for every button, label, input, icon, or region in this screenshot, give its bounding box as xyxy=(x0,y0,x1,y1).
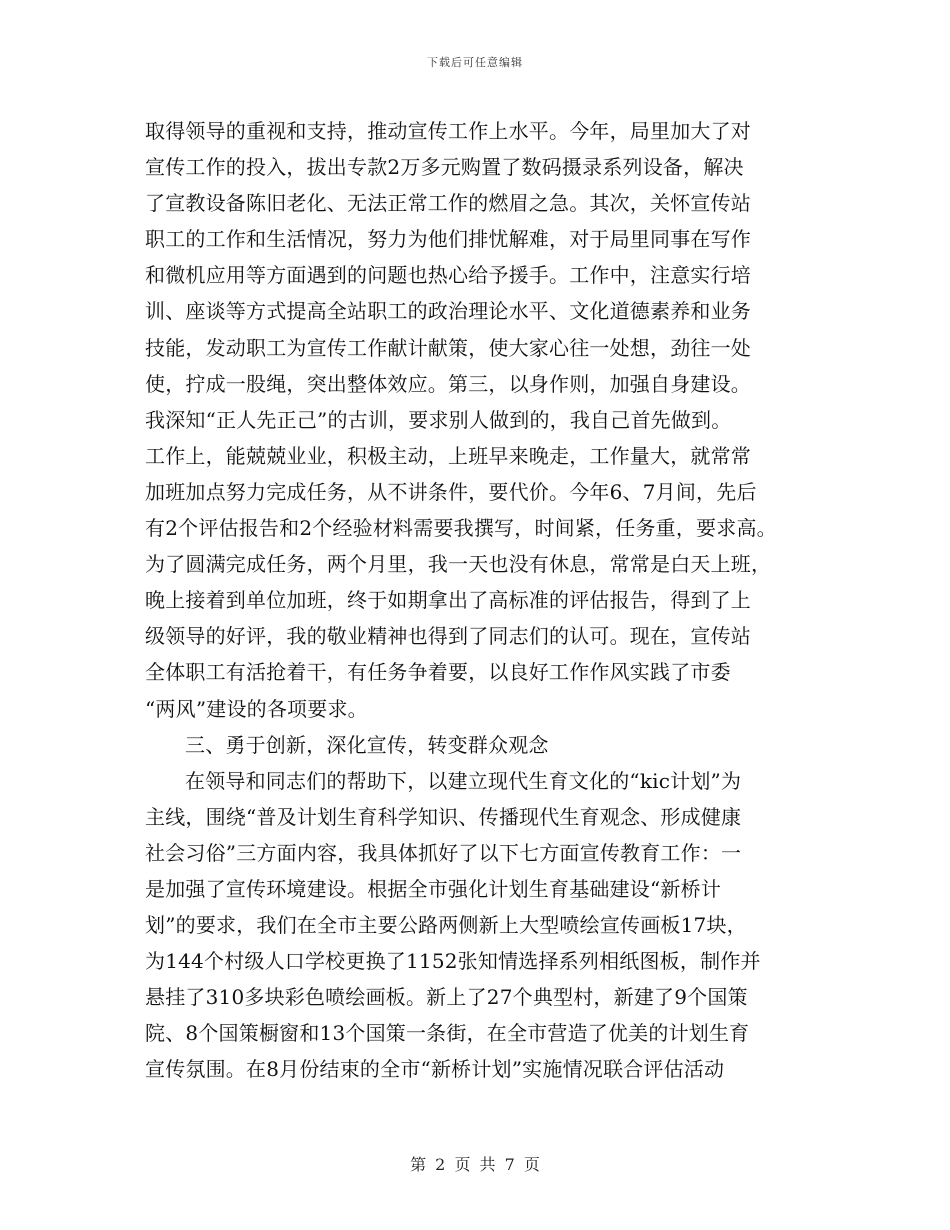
text-line: 划”的要求，我们在全市主要公路两侧新上大型喷绘宣传画板17块， xyxy=(145,913,747,938)
text-line: 社会习俗”三方面内容，我具体抓好了以下七方面宣传教育工作：一 xyxy=(145,840,742,865)
text-line: “两风”建设的各项要求。 xyxy=(145,696,368,721)
text-line: 职工的工作和生活情况，努力为他们排忧解难，对于局里同事在写作 xyxy=(145,227,751,252)
text-line: 在领导和同志们的帮助下，以建立现代生育文化的“kic计划”为 xyxy=(185,768,742,793)
text-line: 全体职工有活抢着干，有任务争着要，以良好工作作风实践了市委 xyxy=(145,660,731,685)
text-line: 有2个评估报告和2个经验材料需要我撰写，时间紧，任务重，要求高。 xyxy=(145,516,777,541)
text-line: 使，拧成一股绳，突出整体效应。第三，以身作则，加强自身建设。 xyxy=(145,371,751,396)
text-line: 主线，围绕“普及计划生育科学知识、传播现代生育观念、形成健康 xyxy=(145,804,742,829)
text-line: 是加强了宣传环境建设。根据全市强化计划生育基础建设“新桥计 xyxy=(145,876,722,901)
text-line: 技能，发动职工为宣传工作献计献策，使大家心往一处想，劲往一处 xyxy=(145,335,751,360)
text-line: 为144个村级人口学校更换了1152张知情选择系列相纸图板，制作并 xyxy=(145,949,761,974)
text-line: 工作上，能兢兢业业，积极主动，上班早来晚走，工作量大，就常常 xyxy=(145,443,751,468)
text-line: 为了圆满完成任务，两个月里，我一天也没有休息，常常是白天上班， xyxy=(145,552,772,577)
text-line: 悬挂了310多块彩色喷绘画板。新上了27个典型村，新建了9个国策 xyxy=(145,985,748,1010)
text-line: 我深知“正人先正己”的古训，要求别人做到的，我自己首先做到。 xyxy=(145,407,732,432)
text-line: 加班加点努力完成任务，从不讲条件，要代价。今年6、7月间，先后 xyxy=(145,479,757,504)
text-line: 级领导的好评，我的敬业精神也得到了同志们的认可。现在，宣传站 xyxy=(145,624,751,649)
text-line: 院、8个国策橱窗和13个国策一条街，在全市营造了优美的计划生育 xyxy=(145,1021,750,1046)
section-heading: 三、勇于创新，深化宣传，转变群众观念 xyxy=(185,732,549,757)
page-header: 下载后可任意编辑 xyxy=(427,56,523,69)
document-body xyxy=(145,113,845,1088)
text-line: 训、座谈等方式提高全站职工的政治理论水平、文化道德素养和业务 xyxy=(145,299,751,324)
text-line: 宣传工作的投入，拔出专款2万多元购置了数码摄录系列设备，解决 xyxy=(145,155,744,180)
text-line: 了宣教设备陈旧老化、无法正常工作的燃眉之急。其次，关怀宣传站 xyxy=(145,191,751,216)
text-line: 取得领导的重视和支持，推动宣传工作上水平。今年，局里加大了对 xyxy=(145,119,751,143)
page-footer: 第 2 页 共 7 页 xyxy=(410,1155,540,1174)
text-line: 宣传氛围。在8月份结束的全市“新桥计划”实施情况联合评估活动 xyxy=(145,1057,725,1082)
text-line: 晚上接着到单位加班，终于如期拿出了高标准的评估报告，得到了上 xyxy=(145,588,751,613)
text-line: 和微机应用等方面遇到的问题也热心给予援手。工作中，注意实行培 xyxy=(145,263,751,288)
